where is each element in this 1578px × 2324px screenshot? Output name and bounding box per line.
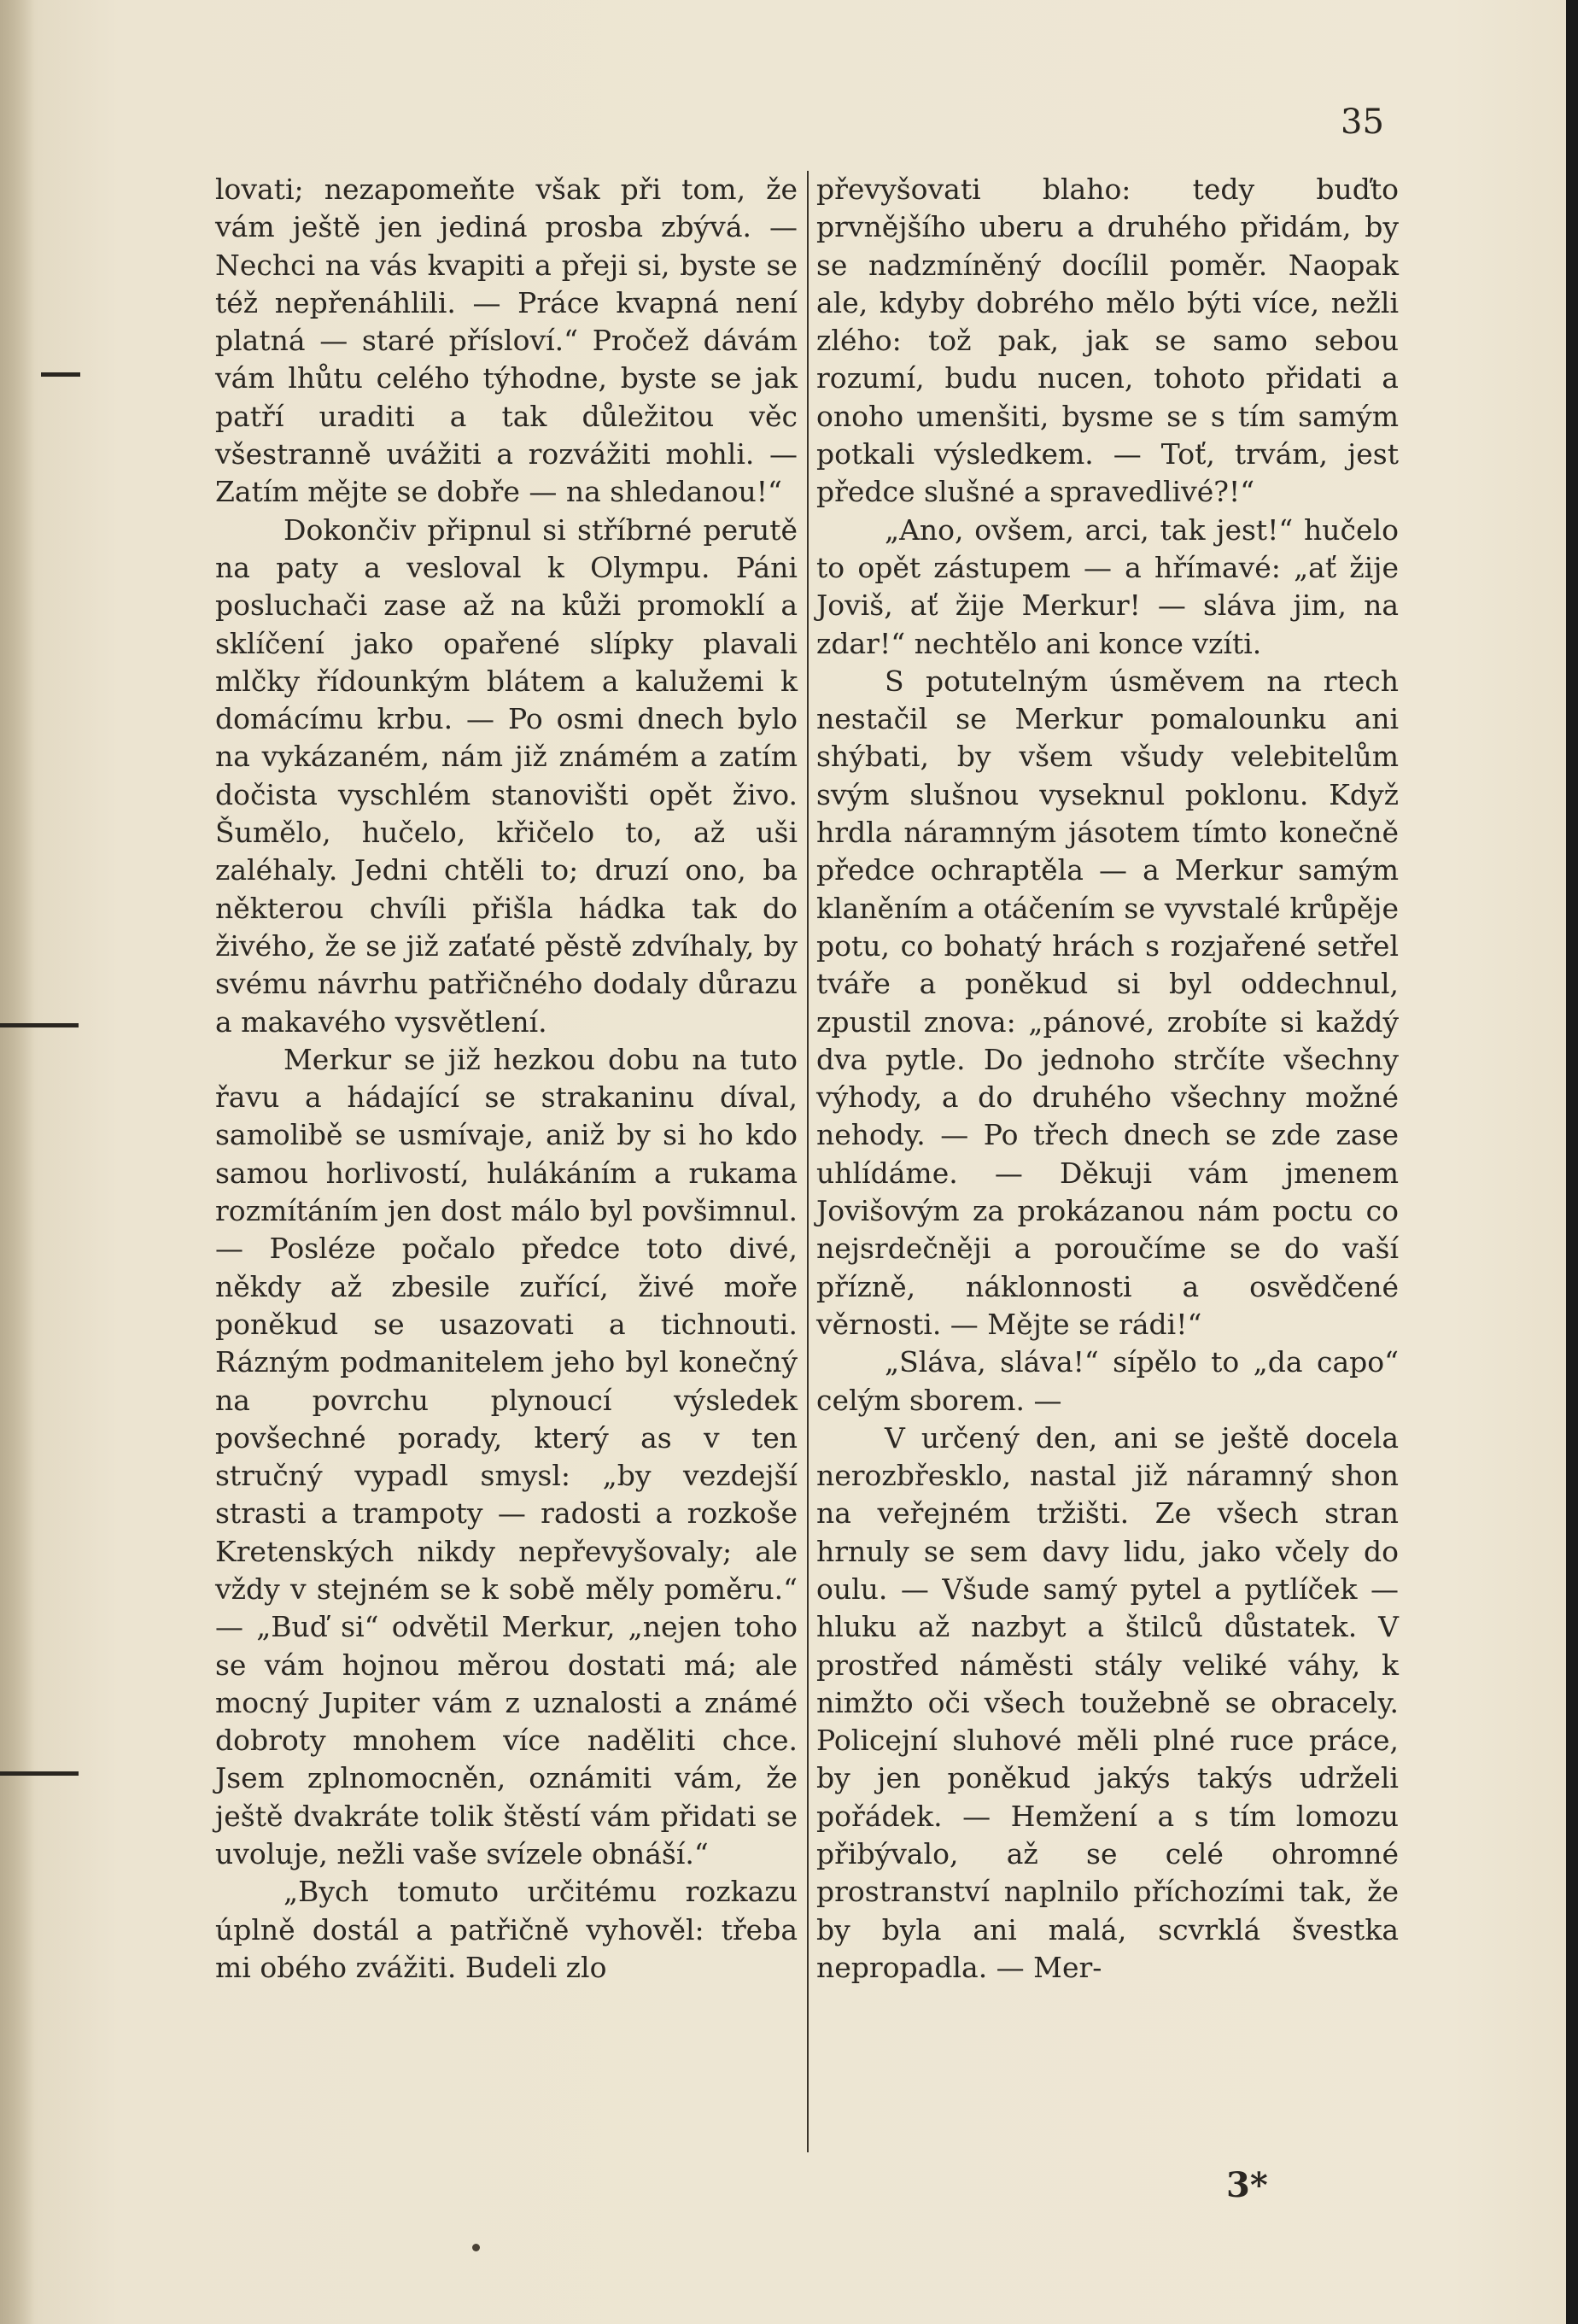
- left-column: [215, 171, 798, 1987]
- margin-mark: [0, 1771, 79, 1776]
- paragraph: „Sláva, sláva!“ sípělo to „da capo“ celým sborem. —: [816, 1345, 1399, 1417]
- paragraph: S potutelným úsměvem na rtech nestačil se Merkur pomalounku ani shýbati, by všem všudy velebitelům svým slušnou vyseknul poklonu. Když hrdla náramným jásotem tímto konečně předce ochraptěla — a Merkur samým klaněním a otáčením se vyvstalé krůpěje potu, co bohatý hrách s rozjařené setřel tváře a poněkud si byl oddechnul, zpustil znova: „pánové, zrobíte si každý dva pytle. Do jednoho strčíte všechny výhody, a do druhého všechny možné nehody. — Po třech dnech se zde zase uhlídáme. — Děkuji vám jmenem Jovišovým za prokázanou nám poctu co nejsrdečněji a poroučíme se do vaší přízně, náklonnosti a osvědčené věrnosti. — Mějte se rádi!“: [816, 664, 1399, 1341]
- paragraph: V určený den, ani se ještě docela nerozbřesklo, nastal již náramný shon na veřejném tržišti. Ze všech stran hrnuly se sem davy lidu, jako včely do oulu. — Všude samý pytel a pytlíček — hluku až nazbyt a štilců důstatek. V prostřed náměsti stály veliké váhy, k nimžto oči všech toužebně se obracely. Policejní sluhové měli plné ruce práce, by jen poněkud jakýs takýs udrželi pořádek. — Hemžení a s tím lomozu přibývalo, až se celé ohromné prostranství naplnilo příchozími tak, že by byla ani malá, scvrklá švestka nepropadla. — Mer-: [816, 1420, 1399, 1984]
- column-divider: [807, 171, 809, 2152]
- paragraph: převyšovati blaho: tedy buďto prvnějšího uberu a druhého přidám, by se nadzmíněný docílil poměr. Naopak ale, kdyby dobrého mělo býti více, nežli zlého: tož pak, jak se samo sebou rozumí, budu nucen, tohoto přidati a onoho umenšiti, bysme se s tím samým potkali výsledkem. — Toť, trvám, jest předce slušné a spravedlivé?!“: [816, 173, 1399, 509]
- paragraph: Merkur se již hezkou dobu na tuto řavu a hádající se strakaninu díval, samolibě se usmívaje, aniž by si ho kdo samou horlivostí, hulákáním a rukama rozmítáním jen dost málo byl povšimnul. — Posléze počalo předce toto divé, někdy až zbesile zuřící, živé moře poněkud se usazovati a tichnouti. Rázným podmanitelem jeho byl konečný na povrchu plynoucí výsledek povšechné porady, který as v ten stručný vypadl smysl: „by vezdejší strasti a trampoty — radosti a rozkoše Kretenských nikdy nepřevyšovaly; ale vždy v stejném se k sobě měly poměru.“ — „Buď si“ odvětil Merkur, „nejen toho se vám hojnou měrou dostati má; ale mocný Jupiter vám z uznalosti a známé dobroty mnohem více naděliti chce. Jsem zplnomocněn, oznámiti vám, že ještě dvakráte tolik štěstí vám přidati se uvoluje, nežli vaše svízele obnáší.“: [215, 1042, 798, 1871]
- paragraph: lovati; nezapomeňte však při tom, že vám ještě jen jediná prosba zbývá. — Nechci na vás kvapiti a přeji si, byste se též nepřenáhlili. — Práce kvapná není platná — staré přísloví.“ Pročež dávám vám lhůtu celého týhodne, byste se jak patří uraditi a tak důležitou věc všestranně uvážiti a rozvážiti mohli. — Zatím mějte se dobře — na shledanou!“: [215, 173, 798, 509]
- paragraph: „Ano, ovšem, arci, tak jest!“ hučelo to opět zástupem — a hřímavé: „ať žije Joviš, ať žije Merkur! — sláva jim, na zdar!“ nechtělo ani konce vzíti.: [816, 512, 1399, 660]
- page-number: 35: [1341, 102, 1384, 142]
- paragraph: „Bych tomuto určitému rozkazu úplně dostál a patřičně vyhověl: třeba mi obého zvážiti. Budeli zlo: [215, 1875, 798, 1984]
- margin-mark: [0, 1023, 79, 1027]
- binding-gutter-shadow: [0, 0, 34, 2324]
- signature-mark: 3*: [1226, 2165, 1268, 2205]
- paragraph: Dokončiv připnul si stříbrné perutě na paty a vesloval k Olympu. Páni posluchači zase až na kůži promoklí a sklíčení jako opařené slípky plavali mlčky řídounkým blátem a kalužemi k domácímu krbu. — Po osmi dnech bylo na vykázaném, nám již známém a zatím dočista vyschlém stanovišti opět živo. Šumělo, hučelo, křičelo to, až uši zaléhaly. Jedni chtěli to; druzí ono, ba některou chvíli přišla hádka tak do živého, že se již zaťaté pěstě zdvíhaly, by svému návrhu patřičného dodaly důrazu a makavého vysvětlení.: [215, 512, 798, 1039]
- ink-spot: [472, 2244, 480, 2251]
- margin-mark: [41, 372, 80, 377]
- scan-edge: [1566, 0, 1578, 2324]
- right-column: [816, 171, 1399, 1987]
